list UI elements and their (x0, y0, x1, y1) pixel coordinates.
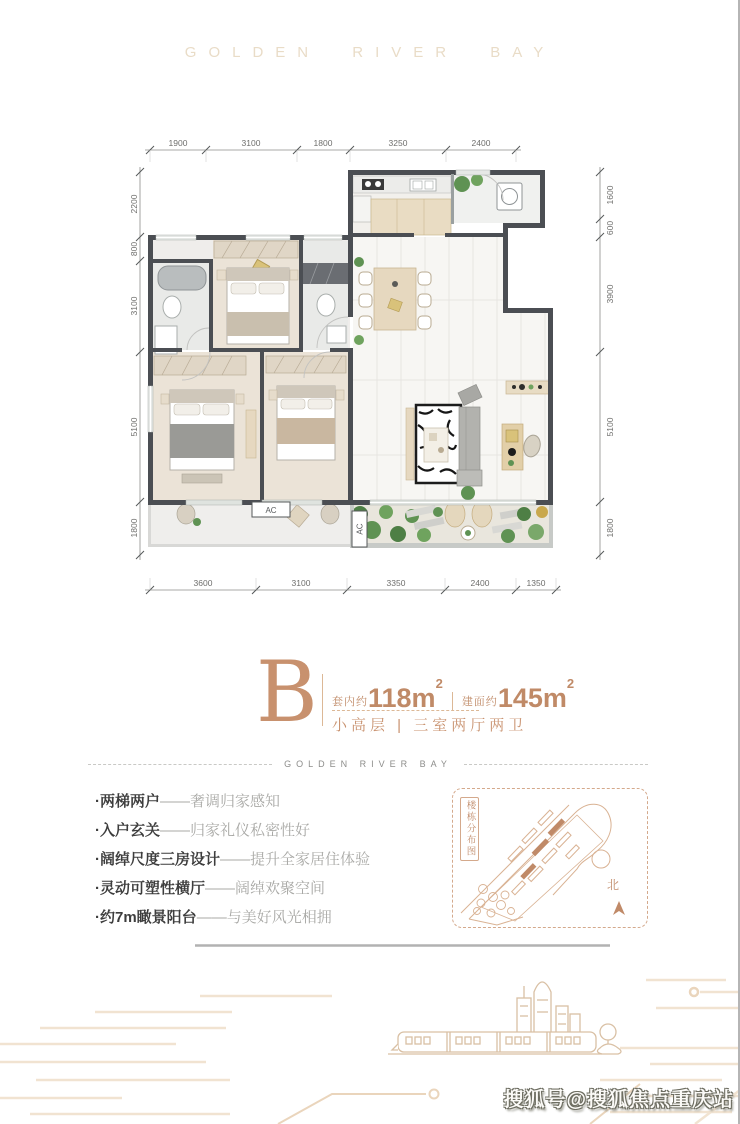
svg-text:AC: AC (355, 523, 365, 535)
unit-areas (332, 676, 592, 713)
highlighted-buildings (520, 818, 565, 879)
section-divider (88, 759, 648, 769)
divider-dash-right (464, 764, 648, 765)
svg-text:1600: 1600 (605, 185, 615, 205)
gross-area-value: $145m^2$ (497, 676, 575, 713)
watermark: 搜狐号@搜狐焦点重庆站 (503, 1089, 734, 1111)
unit-type-line: 小高层 | 三室两厅两卫 (332, 717, 528, 734)
feature-item: ·灵动可塑性横厅——阔绰欢聚空间 (95, 880, 326, 897)
deco-lines-left (0, 996, 332, 1114)
unit-divider-line (322, 674, 323, 726)
feature-item: ·阔绰尺度三房设计——提升全家居住体验 (95, 851, 371, 868)
sitemap-label: 楼栋分布图 (460, 797, 479, 861)
north-label: 北 (607, 878, 621, 892)
svg-text:1350: 1350 (526, 578, 546, 588)
divider-dash-left (88, 764, 272, 765)
svg-text:AC: AC (265, 506, 277, 515)
svg-text:5100: 5100 (605, 417, 615, 437)
dining-set (359, 268, 431, 330)
area-separator (452, 692, 453, 710)
svg-text:3900: 3900 (605, 284, 615, 304)
entry-console (506, 381, 550, 394)
svg-text:3250: 3250 (388, 138, 408, 148)
unit-letter: B (256, 643, 318, 741)
feature-item: ·两梯两户——奢调归家感知 (95, 793, 281, 810)
svg-text:1800: 1800 (605, 518, 615, 538)
inner-area-label: 套内约 (332, 696, 368, 708)
divider-title: GOLDEN RIVER BAY (284, 759, 452, 769)
gross-area-label: 建面约 (461, 696, 498, 708)
feature-item: ·入户玄关——归家礼仪私密性好 (95, 822, 311, 839)
svg-text:3100: 3100 (291, 578, 311, 588)
svg-text:5100: 5100 (129, 417, 139, 437)
unit-dashed-line (332, 710, 479, 711)
plant (354, 257, 364, 267)
inner-area-value: $118m^2$ (368, 676, 443, 713)
brand-title: GOLDEN RIVER BAY (184, 44, 556, 61)
svg-text:3100: 3100 (241, 138, 261, 148)
bedroom3-furniture (266, 356, 346, 460)
sitemap-box (452, 788, 648, 928)
feature-item: ·约7m瞰景阳台——与美好风光相拥 (95, 909, 332, 926)
svg-text:3600: 3600 (193, 578, 213, 588)
svg-text:600: 600 (605, 220, 615, 236)
north-arrow-icon (613, 901, 625, 915)
skyline-train-drawing (388, 982, 621, 1054)
svg-text:1900: 1900 (168, 138, 188, 148)
svg-text:2400: 2400 (470, 578, 490, 588)
svg-text:800: 800 (129, 241, 139, 257)
bedroom2-furniture (214, 241, 298, 344)
svg-text:1800: 1800 (313, 138, 333, 148)
feature-list (95, 787, 370, 932)
svg-text:3100: 3100 (129, 296, 139, 316)
svg-text:2200: 2200 (129, 194, 139, 214)
svg-text:3350: 3350 (386, 578, 406, 588)
sitemap-drawing (453, 789, 647, 927)
plant (354, 335, 364, 345)
svg-text:2400: 2400 (471, 138, 491, 148)
svg-text:1800: 1800 (129, 518, 139, 538)
